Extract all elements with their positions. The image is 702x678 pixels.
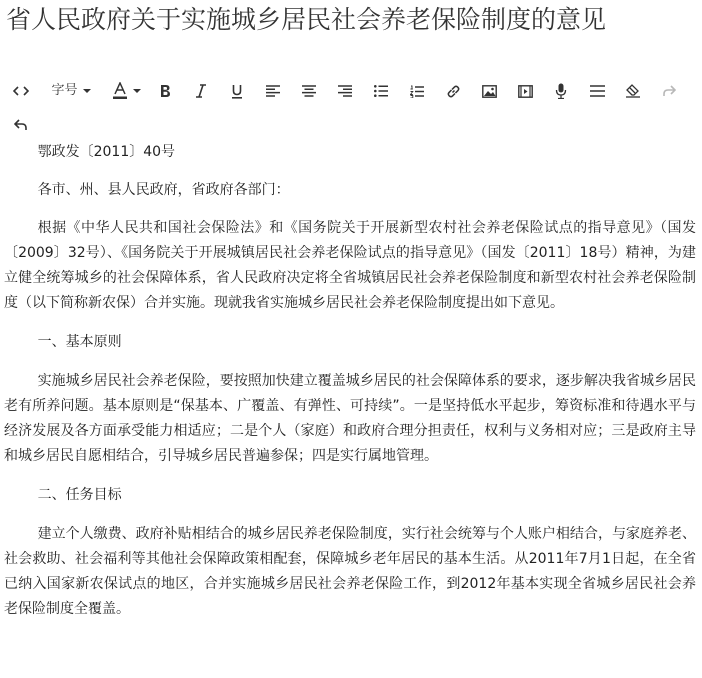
section-heading-goals: 二、任务目标	[37, 487, 122, 503]
clear-format-icon[interactable]	[624, 80, 642, 102]
redo-icon[interactable]	[660, 80, 678, 102]
chevron-down-icon	[133, 89, 141, 93]
italic-icon[interactable]	[192, 80, 210, 102]
paragraph-intro: 根据《中华人民共和国社会保险法》和《国务院关于开展新型农村社会养老保险试点的指导意见》（国发〔2009〕32号）、《国务院关于开展城镇居民社会养老保险试点的指导意见》（国发〔2011〕18号）精神，为建立健全统筹城乡的社会保障体系，省人民政府决定将全省城镇居民社会养老保险制度和新型农村社会养老保险制度（以下简称新农保）合并实施。现就我省实施城乡居民社会养老保险制度提出如下意见。	[4, 220, 696, 311]
document-number: 鄂政发〔2011〕40号	[37, 144, 176, 160]
bullet-list-icon[interactable]	[372, 80, 390, 102]
font-size-dropdown[interactable]	[48, 80, 94, 102]
align-right-icon[interactable]	[336, 80, 354, 102]
font-color-icon	[112, 82, 128, 100]
numbered-list-icon[interactable]	[408, 80, 426, 102]
paragraph-goals: 建立个人缴费、政府补贴相结合的城乡居民养老保险制度，实行社会统筹与个人账户相结合，与家庭养老、社会救助、社会福利等其他社会保障政策相配套，保障城乡老年居民的基本生活。从2011年7月1日起，在全省已纳入国家新农保试点的地区，合并实施城乡居民社会养老保险工作，到2012年基本实现全省城乡居民社会养老保险制度全覆盖。	[4, 526, 696, 617]
video-icon[interactable]	[516, 80, 534, 102]
chevron-down-icon	[83, 89, 91, 93]
font-size-label: 字号	[51, 83, 78, 98]
undo-icon[interactable]	[12, 114, 30, 136]
align-center-icon[interactable]	[300, 80, 318, 102]
source-code-icon[interactable]	[12, 80, 30, 102]
link-icon[interactable]	[444, 80, 462, 102]
microphone-icon[interactable]	[552, 80, 570, 102]
editor-content[interactable]	[4, 140, 696, 636]
horizontal-rule-icon[interactable]	[588, 80, 606, 102]
editor-toolbar	[0, 76, 702, 136]
salutation: 各市、州、县人民政府，省政府各部门：	[37, 182, 290, 198]
underline-icon[interactable]	[228, 80, 246, 102]
align-left-icon[interactable]	[264, 80, 282, 102]
paragraph-principles: 实施城乡居民社会养老保险，要按照加快建立覆盖城乡居民的社会保障体系的要求，逐步解决我省城乡居民老有所养问题。基本原则是“保基本、广覆盖、有弹性、可持续”。一是坚持低水平起步，筹资标准和待遇水平与经济发展及各方面承受能力相适应；二是个人（家庭）和政府合理分担责任，权利与义务相对应；三是政府主导和城乡居民自愿相结合，引导城乡居民普遍参保；四是实行属地管理。	[4, 373, 696, 464]
bold-icon[interactable]	[156, 80, 174, 102]
section-heading-principles: 一、基本原则	[37, 334, 122, 350]
image-icon[interactable]	[480, 80, 498, 102]
font-color-button[interactable]	[108, 80, 144, 102]
page-title: 省人民政府关于实施城乡居民社会养老保险制度的意见	[6, 5, 607, 34]
